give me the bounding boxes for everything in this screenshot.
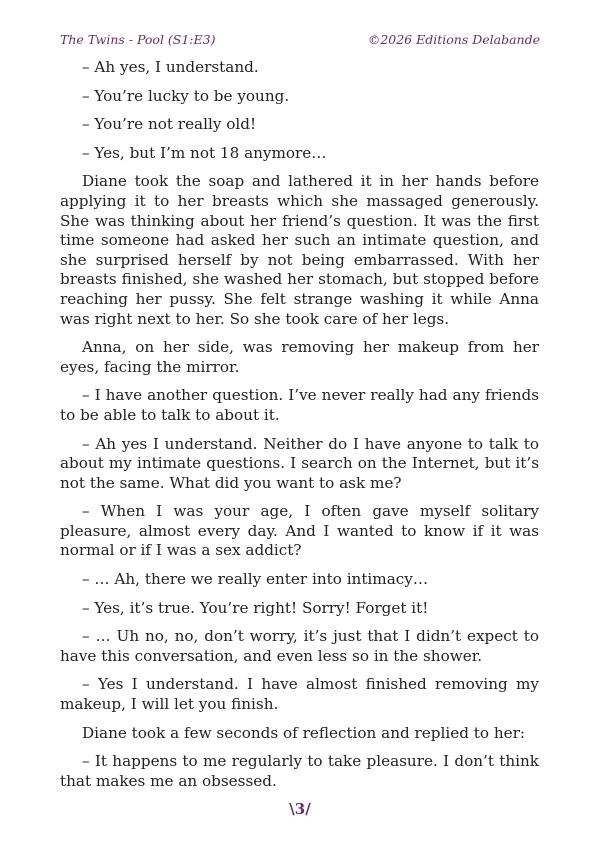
paragraph: Anna, on her side, was removing her makeup from her eyes, facing the mirror. <box>60 338 539 376</box>
body-text <box>60 58 539 800</box>
paragraph: – I have another question. I’ve never really had any friends to be able to talk to about it. <box>60 386 539 424</box>
paragraph: – … Ah, there we really enter into intimacy… <box>82 570 429 589</box>
paragraph: – When I was your age, I often gave myself solitary pleasure, almost every day. And I wanted to know if it was normal or if I was a sex addict? <box>60 502 539 560</box>
paragraph: – Yes, but I’m not 18 anymore… <box>82 143 327 162</box>
paragraph: – You’re not really old! <box>82 115 257 134</box>
paragraph: – Yes, it’s true. You’re right! Sorry! Forget it! <box>82 598 429 617</box>
paragraph: Diane took a few seconds of reflection and replied to her: <box>82 723 525 742</box>
running-header <box>60 32 540 47</box>
paragraph: – … Uh no, no, don’t worry, it’s just that I didn’t expect to have this conversation, and even less so in the shower. <box>60 627 539 665</box>
paragraph: – It happens to me regularly to take pleasure. I don’t think that makes me an obsessed. <box>60 752 539 790</box>
paragraph: – Ah yes I understand. Neither do I have anyone to talk to about my intimate questions. I search on the Internet, but it’s not the same. What did you want to ask me? <box>60 434 539 492</box>
paragraph: – You’re lucky to be young. <box>82 86 290 105</box>
page-number: \3/ <box>289 800 311 818</box>
paragraph: – Ah yes, I understand. <box>82 58 259 76</box>
paragraph: Diane took the soap and lathered it in her hands before applying it to her breasts which she massaged generously. She was thinking about her friend’s question. It was the first time someone had asked her such an intimate question, and she surprised herself by not being embarrassed. With her breasts finished, she washed her stomach, but stopped before reaching her pussy. She felt strange washing it while Anna was right next to her. So she took care of her legs. <box>60 172 539 328</box>
paragraph: – Yes I understand. I have almost finished removing my makeup, I will let you finish. <box>60 675 539 714</box>
running-header-copyright: ©2026 Editions Delabande <box>367 32 540 47</box>
running-header-title: The Twins - Pool (S1:E3) <box>60 32 216 47</box>
